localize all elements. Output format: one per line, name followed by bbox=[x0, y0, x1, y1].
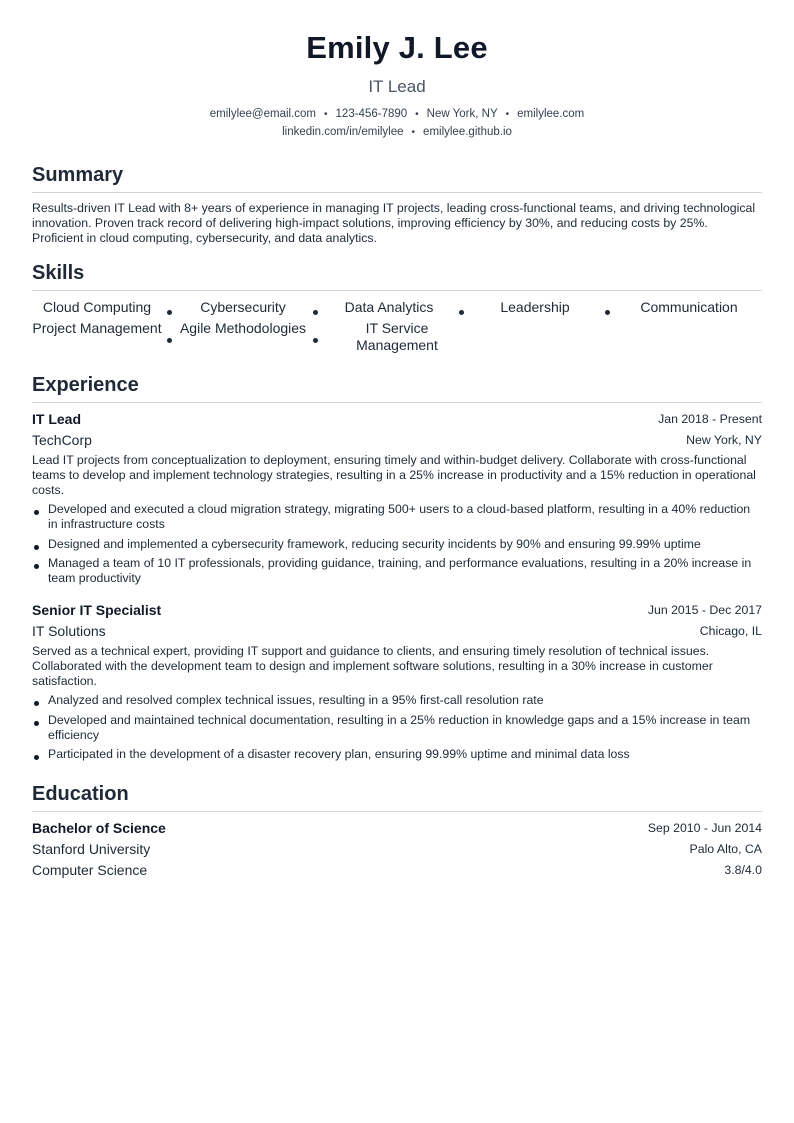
list-item bbox=[32, 537, 762, 552]
education-heading: Education bbox=[32, 783, 762, 812]
skill-item: Communication bbox=[640, 299, 738, 315]
skill-item: Cloud Computing bbox=[42, 299, 152, 315]
bullet-text: Participated in the development of a disaster recovery plan, ensuring 99.99% uptime and minimal data loss bbox=[48, 747, 630, 761]
job-title: Senior IT Specialist bbox=[32, 602, 162, 618]
bullet-icon bbox=[34, 755, 39, 760]
website-link[interactable]: emilylee.com bbox=[517, 108, 585, 120]
bullet-text: Developed and executed a cloud migration strategy, migrating 500+ users to a cloud-based platform, resulting in a 40% reduction in infrastructure costs bbox=[48, 502, 751, 531]
list-item bbox=[32, 556, 762, 586]
list-item bbox=[32, 502, 762, 532]
bullet-text: Managed a team of 10 IT professionals, providing guidance, training, and performance evaluations, resulting in a 20% increase in team productivity bbox=[48, 556, 752, 585]
skill-item: Agile Methodologies bbox=[179, 320, 307, 336]
skills-row-2 bbox=[32, 320, 762, 360]
school-name: Stanford University bbox=[32, 841, 151, 857]
list-item bbox=[32, 693, 762, 708]
company-name: IT Solutions bbox=[32, 623, 106, 639]
job-dates: Jan 2018 - Present bbox=[658, 412, 762, 426]
skill-separator-dot bbox=[459, 310, 464, 315]
separator-dot: • bbox=[411, 127, 416, 138]
list-item bbox=[32, 713, 762, 743]
email-link[interactable]: emilylee@email.com bbox=[209, 108, 317, 120]
skill-separator-dot bbox=[313, 310, 318, 315]
skill-separator-dot bbox=[167, 310, 172, 315]
degree-title: Bachelor of Science bbox=[32, 820, 166, 836]
job-description: Served as a technical expert, providing IT support and guidance to clients, and ensuring timely resolution of technical issues. Collaborated with the development team to design and implement software solutions, resulting in a 30% increase in customer satisfaction. bbox=[32, 644, 713, 688]
skill-separator-dot bbox=[605, 310, 610, 315]
gpa: 3.8/4.0 bbox=[724, 863, 762, 877]
job-location: New York, NY bbox=[686, 433, 762, 447]
job-bullet-list bbox=[32, 693, 762, 767]
school-location: Palo Alto, CA bbox=[689, 842, 762, 856]
job-location: Chicago, IL bbox=[699, 624, 762, 638]
experience-heading: Experience bbox=[32, 374, 762, 403]
skill-item: IT Service Management bbox=[356, 320, 438, 353]
contact-row-1 bbox=[32, 108, 762, 120]
bullet-icon bbox=[34, 701, 39, 706]
skill-item: Cybersecurity bbox=[200, 299, 286, 315]
job-description: Lead IT projects from conceptualization to deployment, ensuring timely and within-budget delivery. Collaborate with cross-functional teams to develop and implement technology strategies, resulting in a 25% increase in productivity and a 15% reduction in operational costs. bbox=[32, 453, 756, 497]
education-dates: Sep 2010 - Jun 2014 bbox=[647, 821, 762, 835]
list-item bbox=[32, 747, 762, 762]
skill-separator-dot bbox=[313, 338, 318, 343]
bullet-text: Analyzed and resolved complex technical issues, resulting in a 95% first-call resolution rate bbox=[48, 693, 544, 707]
bullet-text: Developed and maintained technical documentation, resulting in a 25% reduction in knowledge gaps and a 15% increase in team efficiency bbox=[48, 712, 751, 742]
candidate-name: Emily J. Lee bbox=[306, 30, 488, 65]
job-dates: Jun 2015 - Dec 2017 bbox=[647, 603, 762, 617]
skills-heading: Skills bbox=[32, 262, 762, 291]
skill-item: Leadership bbox=[500, 299, 570, 315]
separator-dot: • bbox=[415, 109, 419, 120]
field-of-study: Computer Science bbox=[32, 862, 148, 878]
location: New York, NY bbox=[426, 108, 498, 120]
candidate-role: IT Lead bbox=[368, 77, 426, 96]
skill-separator-dot bbox=[167, 338, 172, 343]
job-bullet-list bbox=[32, 502, 762, 591]
summary-heading: Summary bbox=[32, 164, 762, 193]
skill-item: Data Analytics bbox=[344, 299, 434, 315]
linkedin-link[interactable]: linkedin.com/in/emilylee bbox=[282, 126, 404, 138]
bullet-icon bbox=[34, 510, 39, 515]
bullet-icon bbox=[34, 721, 39, 726]
bullet-text: Designed and implemented a cybersecurity framework, reducing security incidents by 90% and ensuring 99.99% uptime bbox=[48, 536, 701, 551]
separator-dot: • bbox=[324, 109, 328, 120]
summary-text: Results-driven IT Lead with 8+ years of experience in managing IT projects, leading cross-functional teams, and driving technological innovation. Proven track record of delivering high-impact solutions, improving efficiency by 30%, and reducing costs by 25%. Proficient in cloud computing, cybersecurity, and data analytics. bbox=[32, 201, 756, 245]
bullet-icon bbox=[34, 545, 39, 550]
skill-item: Project Management bbox=[32, 320, 162, 336]
phone-number[interactable]: 123-456-7890 bbox=[335, 108, 408, 120]
separator-dot: • bbox=[505, 109, 510, 120]
job-title: IT Lead bbox=[32, 411, 82, 427]
contact-row-2 bbox=[32, 126, 762, 138]
bullet-icon bbox=[34, 564, 39, 569]
github-link[interactable]: emilylee.github.io bbox=[423, 126, 512, 138]
company-name: TechCorp bbox=[32, 432, 92, 448]
